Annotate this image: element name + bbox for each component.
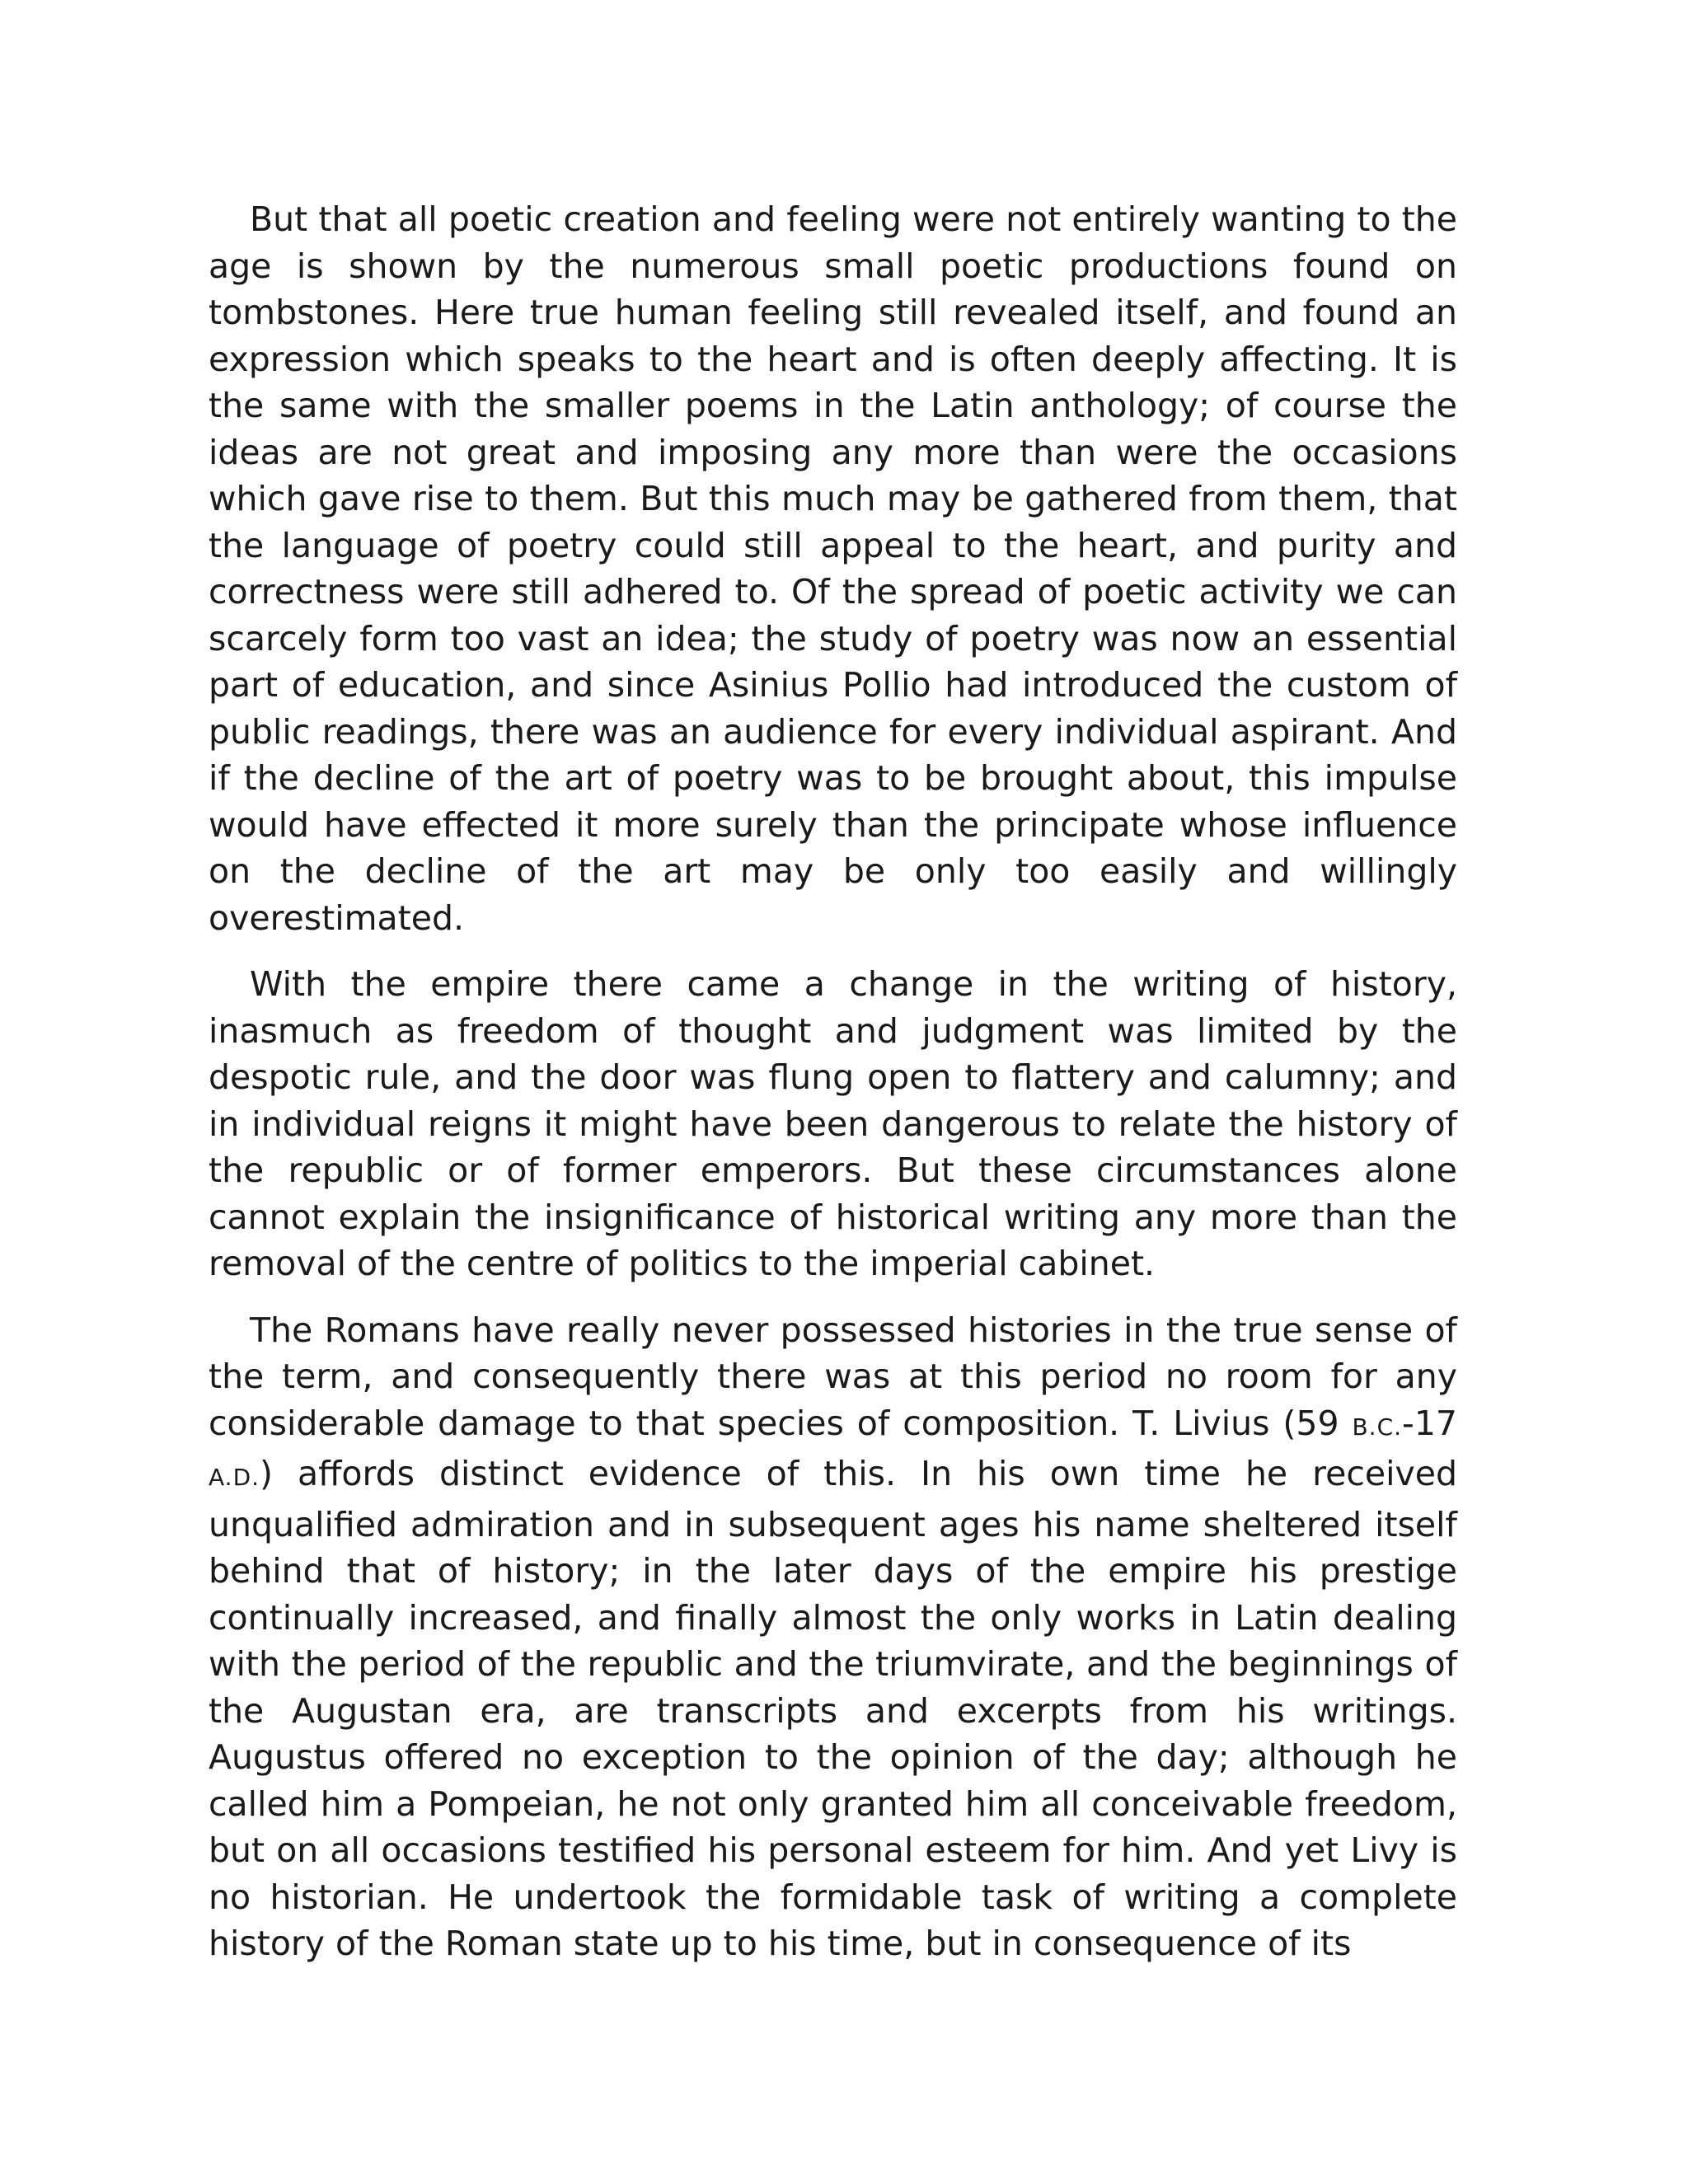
body-text: [209, 196, 1457, 1987]
era-bc: B.C.: [1352, 1413, 1403, 1441]
paragraph-poetry: But that all poetic creation and feeling were not entirely wanting to the age is shown by the numerous small poetic productions found on tombstones. Here true human feeling still revealed itself, and found an expression which speaks to the heart and is often deeply affecting. It is the same with the smaller poems in the Latin anthology; of course the ideas are not great and imposing any more than were the occasions which gave rise to them. But this much may be gathered from them, that the language of poetry could still appeal to the heart, and purity and correctness were still adhered to. Of the spread of poetic activity we can scarcely form too vast an idea; the study of poetry was now an essential part of education, and since Asinius Pollio had introduced the custom of public readings, there was an audience for every individual aspirant. And if the decline of the art of poetry was to be brought about, this impulse would have effected it more surely than the principate whose influence on the decline of the art may be only too easily and willingly overestimated.: [209, 199, 1457, 938]
livy-text-part-3: ) affords distinct evidence of this. In his own time he received unqualified admiration and in subsequent ages his name sheltered itself behind that of history; in the later days of the empire his prestige continually increased, and finally almost the only works in Latin dealing with the period of the republic and the triumvirate, and the beginnings of the Augustan era, are transcripts and excerpts from his writings. Augustus offered no exception to the opinion of the day; although he called him a Pompeian, he not only granted him all conceivable freedom, but on all occasions testified his personal esteem for him. And yet Livy is no historian. He undertook the formidable task of writing a complete history of the Roman state up to his time, but in consequence of its: [209, 1454, 1457, 1963]
livy-text-part-2: -17: [1402, 1403, 1457, 1443]
paragraph-history-empire: With the empire there came a change in the writing of history, inasmuch as freedom of thought and judgment was limited by the despotic rule, and the door was flung open to flattery and calumny; and in individual reigns it might have been dangerous to relate the history of the republic or of former emperors. But these circumstances alone cannot explain the insignificance of historical writing any more than the removal of the centre of politics to the imperial cabinet.: [209, 964, 1457, 1283]
era-ad: A.D.: [209, 1464, 260, 1491]
paragraph-livy: [209, 1307, 1457, 1967]
livy-text-part-1: The Romans have really never possessed histories in the true sense of the term, and consequently there was at this period no room for any considerable damage to that species of composition. T. Livius (59: [209, 1310, 1457, 1443]
